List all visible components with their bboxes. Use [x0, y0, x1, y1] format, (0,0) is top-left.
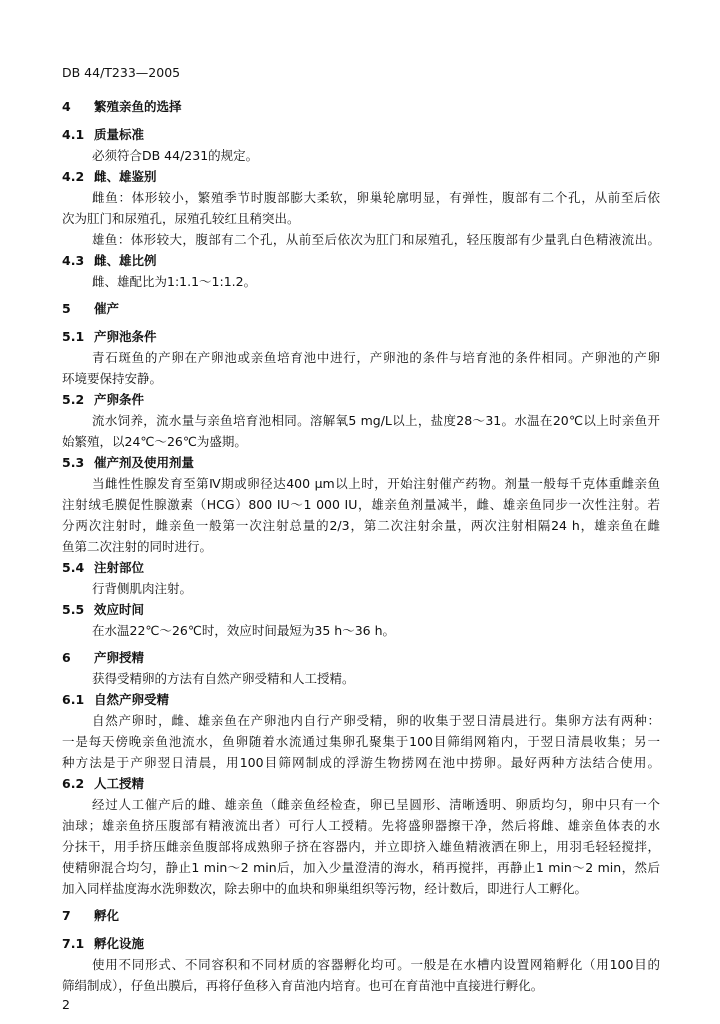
section-title: 产卵条件 [94, 392, 145, 407]
section-title: 孵化 [94, 908, 120, 923]
section-number: 4.1 [62, 127, 85, 142]
paragraph-line: 油球；雄亲鱼挤压腹部有精液流出者）可行人工授精。先将盛卵器擦干净，然后将雌、雄亲鱼体表的水 [62, 818, 660, 833]
section-4-2-heading [62, 168, 660, 186]
paragraph-line: 雄鱼：体形较大，腹部有二个孔，从前至后依次为肛门和尿殖孔，轻压腹部有少量乳白色精液流出。 [92, 232, 660, 247]
section-5-heading [62, 300, 660, 318]
section-number: 6.1 [62, 692, 85, 707]
section-number: 5.5 [62, 602, 85, 617]
section-number: 5.3 [62, 455, 85, 470]
paragraph-line: 鱼第二次注射的同时进行。 [62, 539, 213, 554]
section-title: 产卵授精 [94, 650, 145, 665]
section-4-3-heading [62, 252, 660, 270]
section-title: 产卵池条件 [94, 329, 157, 344]
doc-code-header: DB 44/T233—2005 [62, 65, 181, 80]
paragraph-line: 分抹干，用手挤压雌亲鱼腹部将成熟卵子挤在容器内，并立即挤入雄鱼精液洒在卵上，用羽毛轻轻搅拌， [62, 839, 660, 854]
section-title: 注射部位 [94, 560, 145, 575]
section-7-1-heading [62, 935, 660, 953]
section-title: 自然产卵受精 [94, 692, 170, 707]
section-7-heading [62, 907, 660, 925]
section-4-1-heading [62, 126, 660, 144]
section-number: 5.2 [62, 392, 85, 407]
section-5-2-heading [62, 391, 660, 409]
paragraph-line: 流水饲养，流水量与亲鱼培育池相同。溶解氧5 mg/L以上，盐度28～31。水温在20℃以上时亲鱼开 [92, 413, 660, 428]
paragraph-line: 一是每天傍晚亲鱼池流水，鱼卵随着水流通过集卵孔聚集于100目筛绢网箱内，于翌日清晨收集；另一 [62, 734, 660, 749]
page-number: 2 [62, 997, 70, 1012]
paragraph-line: 种方法是于产卵翌日清晨，用100目筛网制成的浮游生物捞网在池中捞卵。最好两种方法结合使用。 [62, 755, 660, 770]
section-5-5-heading [62, 601, 660, 619]
section-number: 4.3 [62, 253, 85, 268]
section-title: 雌、雄比例 [94, 253, 157, 268]
section-number: 7.1 [62, 936, 85, 951]
section-number: 5.1 [62, 329, 85, 344]
section-title: 人工授精 [94, 776, 145, 791]
paragraph-line: 筛绢制成），仔鱼出膜后，再将仔鱼移入育苗池内培育。也可在育苗池中直接进行孵化。 [62, 978, 544, 993]
section-5-3-heading [62, 454, 660, 472]
section-number: 6 [62, 650, 71, 665]
paragraph-line: 雌鱼：体形较小，繁殖季节时腹部膨大柔软，卵巢轮廓明显，有弹性，腹部有二个孔，从前至后依 [92, 190, 660, 205]
section-4-heading [62, 98, 660, 116]
section-title: 质量标准 [94, 127, 145, 142]
section-title: 雌、雄鉴别 [94, 169, 157, 184]
section-title: 繁殖亲鱼的选择 [94, 99, 182, 114]
paragraph-line: 始繁殖，以24℃～26℃为盛期。 [62, 434, 247, 449]
paragraph: 获得受精卵的方法有自然产卵受精和人工授精。 [92, 671, 355, 686]
paragraph-line: 注射绒毛膜促性腺激素（HCG）800 IU～1 000 IU，雄亲鱼剂量减半，雌、雄亲鱼同步一次性注射。若 [62, 497, 660, 512]
paragraph: 行背侧肌肉注射。 [92, 581, 193, 596]
paragraph-line: 当雌性性腺发育至第Ⅳ期或卵径达400 μm以上时，开始注射催产药物。剂量一般每千克体重雌亲鱼 [92, 476, 660, 491]
paragraph: 雌、雄配比为1:1.1～1:1.2。 [92, 274, 257, 289]
paragraph-line: 加入同样盐度海水洗卵数次，除去卵中的血块和卵巢组织等污物，经计数后，即进行人工孵化。 [62, 881, 588, 896]
section-number: 5.4 [62, 560, 85, 575]
section-title: 催产剂及使用剂量 [94, 455, 195, 470]
paragraph-line: 分两次注射时，雌亲鱼一般第一次注射总量的2/3，第二次注射余量，两次注射相隔24 h，雄亲鱼在雌 [62, 518, 660, 533]
section-number: 4.2 [62, 169, 85, 184]
paragraph: 在水温22℃～26℃时，效应时间最短为35 h～36 h。 [92, 623, 395, 638]
paragraph-line: 自然产卵时，雌、雄亲鱼在产卵池内自行产卵受精，卵的收集于翌日清晨进行。集卵方法有两种： [92, 713, 660, 728]
paragraph: 必须符合DB 44/231的规定。 [92, 148, 259, 163]
section-number: 5 [62, 301, 71, 316]
section-number: 7 [62, 908, 71, 923]
section-6-1-heading [62, 691, 660, 709]
section-title: 催产 [94, 301, 120, 316]
section-number: 4 [62, 99, 71, 114]
paragraph-line: 环境要保持安静。 [62, 371, 163, 386]
section-6-heading [62, 649, 660, 667]
section-number: 6.2 [62, 776, 85, 791]
section-5-4-heading [62, 559, 660, 577]
paragraph-line: 使精卵混合均匀，静止1 min～2 min后，加入少量澄清的海水，稍再搅拌，再静止1 min～2 min，然后 [62, 860, 660, 875]
section-title: 孵化设施 [94, 936, 145, 951]
paragraph-line: 青石斑鱼的产卵在产卵池或亲鱼培育池中进行，产卵池的条件与培育池的条件相同。产卵池的产卵 [92, 350, 660, 365]
paragraph-line: 次为肛门和尿殖孔，尿殖孔较红且稍突出。 [62, 211, 300, 226]
paragraph-line: 使用不同形式、不同容积和不同材质的容器孵化均可。一般是在水槽内设置网箱孵化（用100目的 [92, 957, 660, 972]
paragraph-line: 经过人工催产后的雌、雄亲鱼（雌亲鱼经检查，卵已呈圆形、清晰透明、卵质均匀，卵中只有一个 [92, 797, 660, 812]
section-6-2-heading [62, 775, 660, 793]
section-title: 效应时间 [94, 602, 145, 617]
section-5-1-heading [62, 328, 660, 346]
